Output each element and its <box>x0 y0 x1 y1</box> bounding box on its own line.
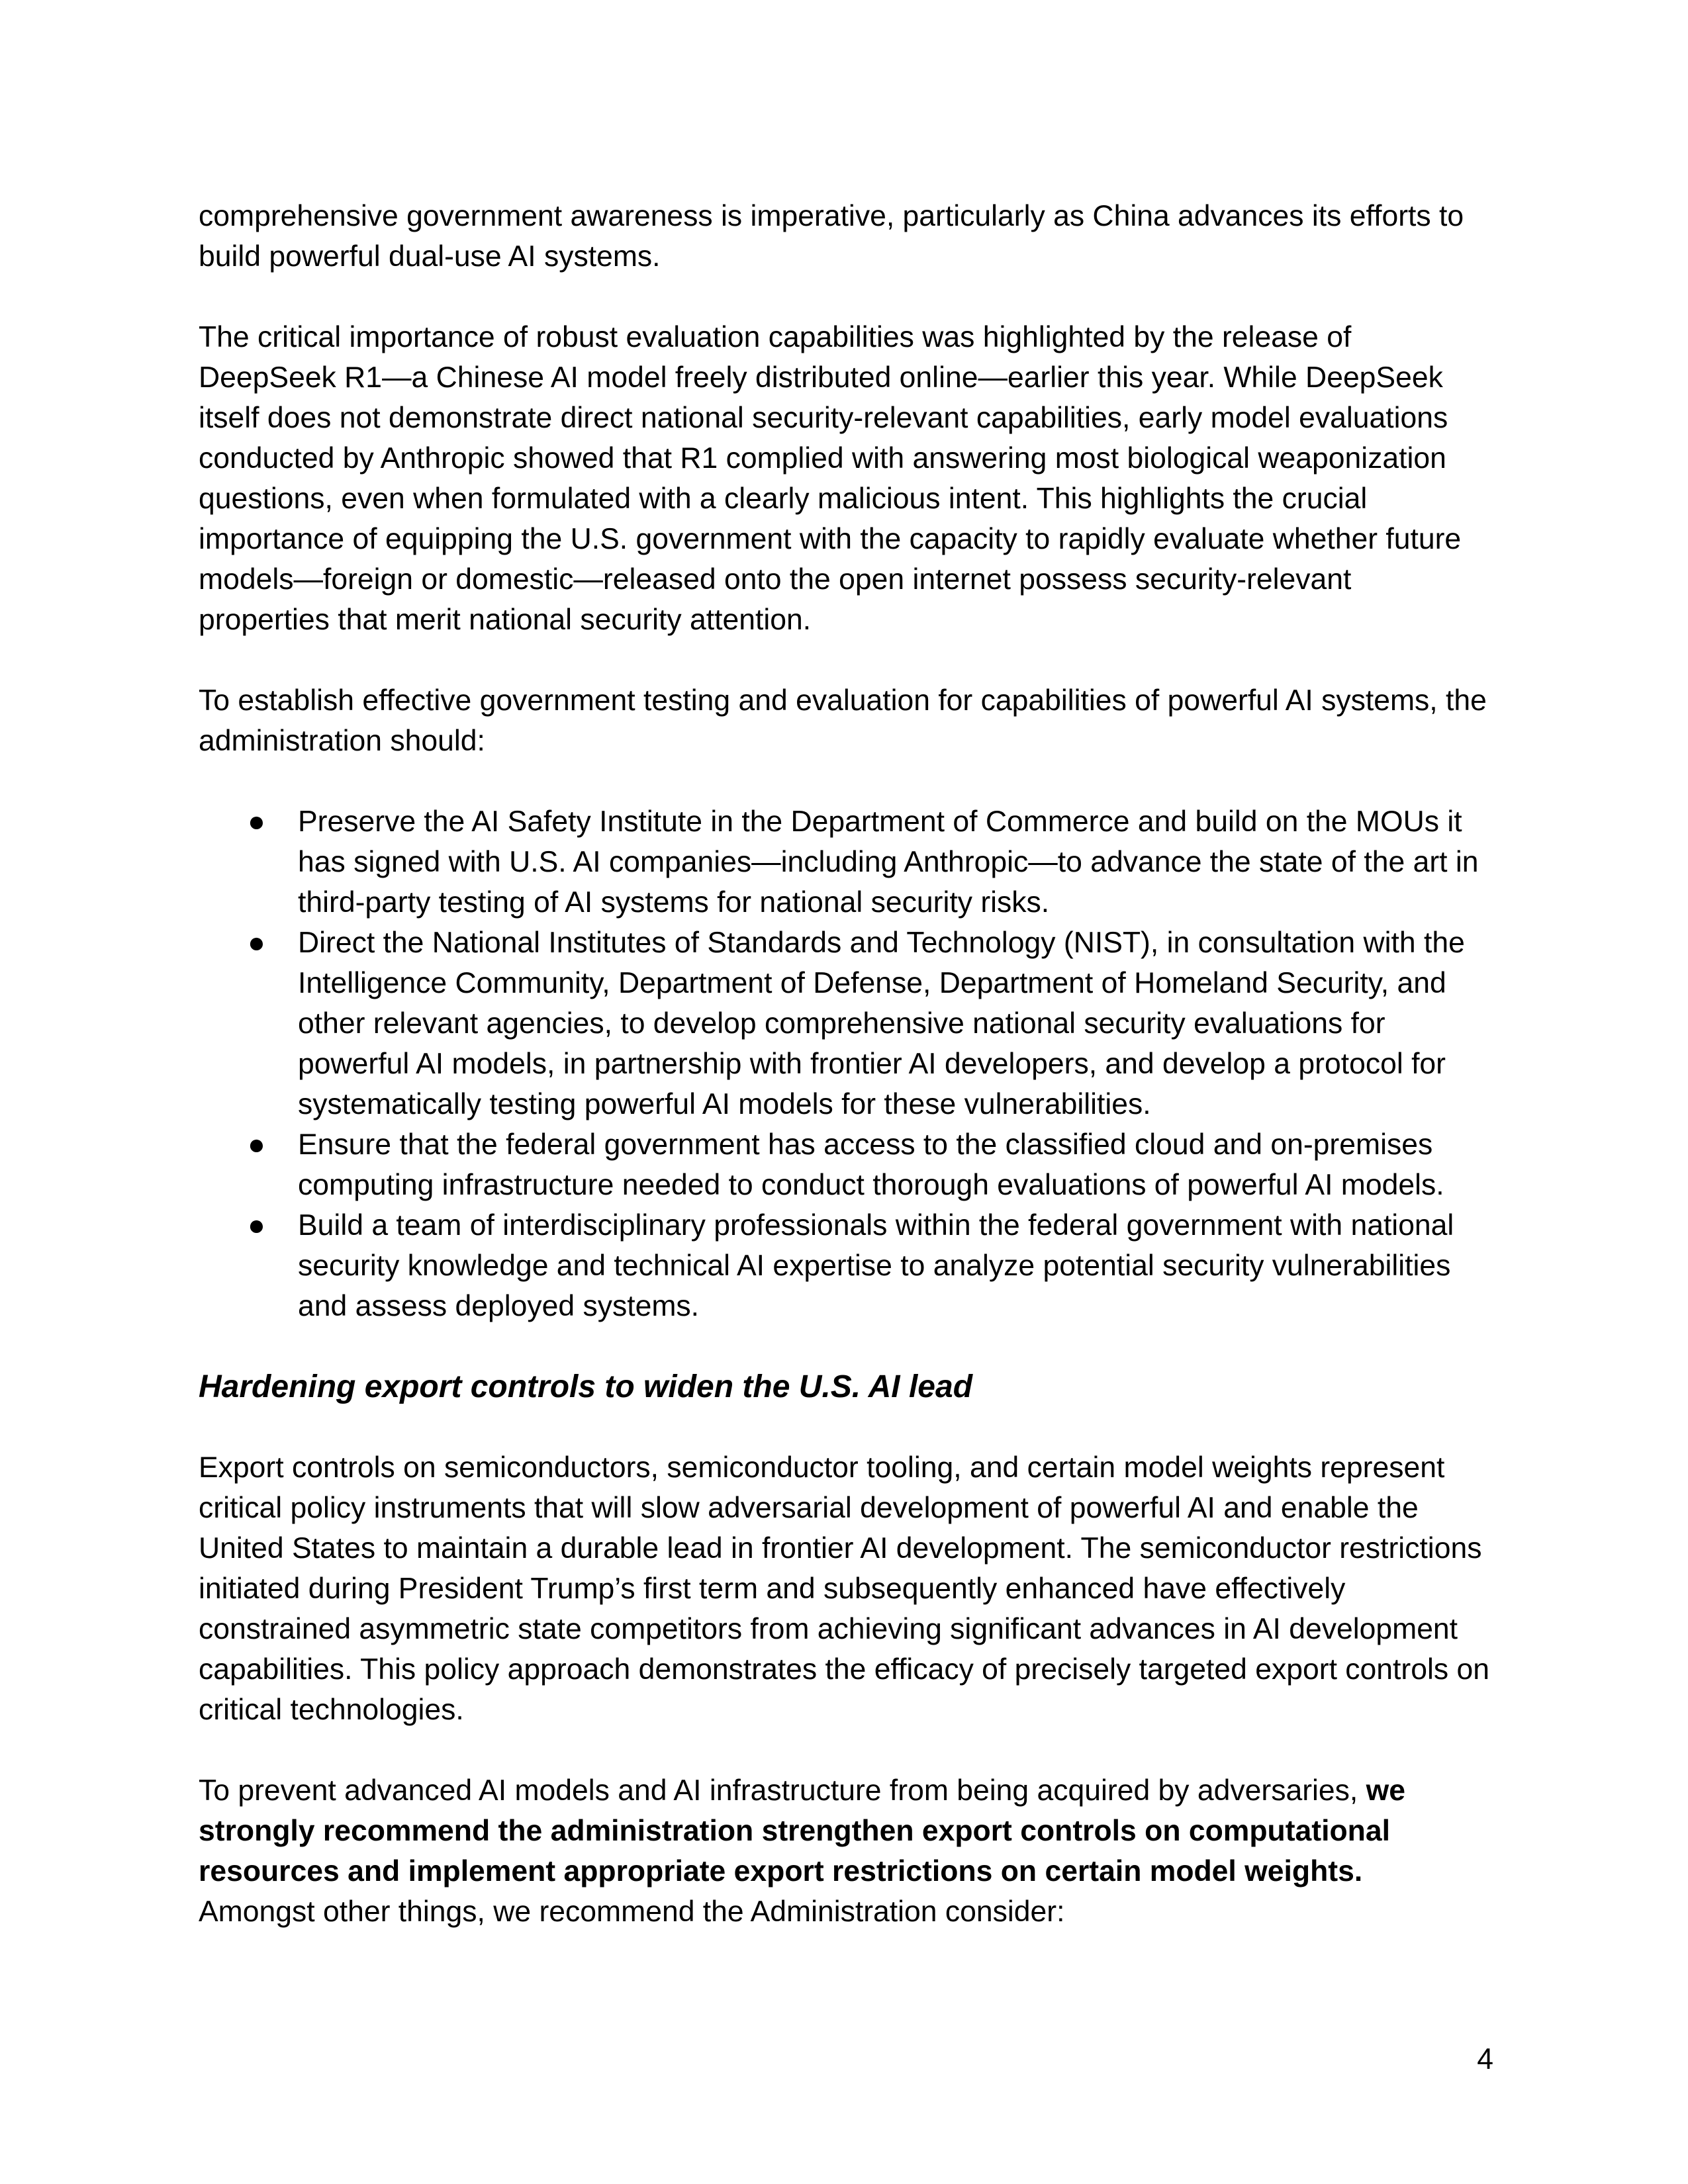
list-item-text: Build a team of interdisciplinary professionals within the federal government with national security knowledge and technical AI expertise to analyze potential security vulnerabilities and assess deployed systems. <box>298 1209 1454 1322</box>
list-item <box>199 801 1489 923</box>
list-item <box>199 923 1489 1124</box>
paragraph-continuation: comprehensive government awareness is imperative, particularly as China advances its efforts to build powerful dual-use AI systems. <box>199 200 1464 273</box>
list-item <box>199 1205 1489 1326</box>
recommendation-closing-text: Amongst other things, we recommend the Administration consider: <box>199 1895 1065 1928</box>
section-heading: Hardening export controls to widen the U.S. AI lead <box>199 1369 973 1404</box>
paragraph-recommendation <box>199 1770 1489 1932</box>
paragraph-testing-intro: To establish effective government testing and evaluation for capabilities of powerful AI systems, the administration should: <box>199 684 1487 757</box>
bullet-icon: ● <box>248 1128 265 1161</box>
document-page <box>199 196 1489 1972</box>
list-item-text: Ensure that the federal government has access to the classified cloud and on-premises computing infrastructure needed to conduct thorough evaluations of powerful AI models. <box>298 1128 1444 1201</box>
bullet-icon: ● <box>248 927 265 959</box>
paragraph-export-controls: Export controls on semiconductors, semiconductor tooling, and certain model weights represent critical policy instruments that will slow adversarial development of powerful AI and enable the United States to maintain a durable lead in frontier AI development. The semiconductor restrictions initiated during President Trump’s first term and subsequently enhanced have effectively constrained asymmetric state competitors from achieving significant advances in AI development capabilities. This policy approach demonstrates the efficacy of precisely targeted export controls on critical technologies. <box>199 1451 1489 1726</box>
recommendations-list <box>199 801 1489 1326</box>
bullet-icon: ● <box>248 805 265 838</box>
bullet-icon: ● <box>248 1209 265 1242</box>
list-item-text: Preserve the AI Safety Institute in the Department of Commerce and build on the MOUs it has signed with U.S. AI companies—including Anthropic—to advance the state of the art in third-party testing of AI systems for national security risks. <box>298 805 1479 919</box>
recommendation-bold-text: we strongly recommend the administration strengthen export controls on computational resources and implement appropriate export restrictions on certain model weights. <box>199 1774 1406 1888</box>
page-number: 4 <box>1477 2043 1493 2075</box>
paragraph-deepseek: The critical importance of robust evaluation capabilities was highlighted by the release of DeepSeek R1—a Chinese AI model freely distributed online—earlier this year. While DeepSeek itself does not demonstrate direct national security-relevant capabilities, early model evaluations conducted by Anthropic showed that R1 complied with answering most biological weaponization questions, even when formulated with a clearly malicious intent. This highlights the crucial importance of equipping the U.S. government with the capacity to rapidly evaluate whether future models—foreign or domestic—released onto the open internet possess security-relevant properties that merit national security attention. <box>199 321 1462 636</box>
recommendation-lead-text: To prevent advanced AI models and AI infrastructure from being acquired by adversaries, <box>199 1774 1366 1807</box>
list-item-text: Direct the National Institutes of Standards and Technology (NIST), in consultation with the Intelligence Community, Department of Defense, Department of Homeland Security, and other relevant agencies, to develop comprehensive national security evaluations for powerful AI models, in partnership with frontier AI developers, and develop a protocol for systematically testing powerful AI models for these vulnerabilities. <box>298 927 1465 1120</box>
list-item <box>199 1124 1489 1205</box>
